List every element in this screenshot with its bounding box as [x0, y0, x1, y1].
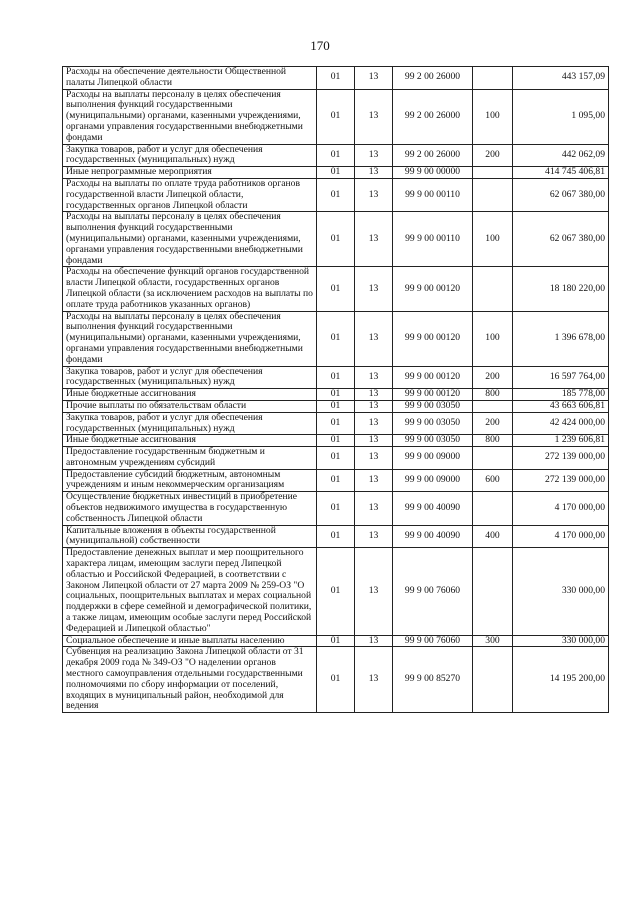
row-target-article: 99 2 00 26000	[393, 89, 473, 144]
row-target-article: 99 9 00 40090	[393, 525, 473, 548]
row-name: Предоставление государственным бюджетным и автономным учреждениям субсидий	[63, 447, 317, 470]
row-expense-type	[473, 492, 513, 525]
row-target-article: 99 9 00 76060	[393, 548, 473, 635]
row-amount: 272 139 000,00	[513, 469, 609, 492]
row-expense-type: 100	[473, 89, 513, 144]
row-target-article: 99 9 00 03050	[393, 435, 473, 447]
row-target-article: 99 9 00 09000	[393, 447, 473, 470]
row-amount: 14 195 200,00	[513, 647, 609, 713]
table-row	[63, 144, 609, 167]
row-section: 01	[317, 469, 355, 492]
row-expense-type: 200	[473, 144, 513, 167]
row-amount: 43 663 606,81	[513, 400, 609, 412]
budget-table	[62, 66, 609, 713]
row-target-article: 99 9 00 00110	[393, 178, 473, 211]
row-expense-type	[473, 67, 513, 90]
row-subsection: 13	[355, 548, 393, 635]
row-amount: 18 180 220,00	[513, 267, 609, 311]
row-amount: 272 139 000,00	[513, 447, 609, 470]
table-row	[63, 400, 609, 412]
row-amount: 443 157,09	[513, 67, 609, 90]
row-section: 01	[317, 400, 355, 412]
row-expense-type: 800	[473, 389, 513, 401]
row-target-article: 99 9 00 40090	[393, 492, 473, 525]
row-amount: 442 062,09	[513, 144, 609, 167]
row-expense-type: 600	[473, 469, 513, 492]
table-row	[63, 366, 609, 389]
table-row	[63, 412, 609, 435]
row-name: Иные бюджетные ассигнования	[63, 435, 317, 447]
table-row	[63, 635, 609, 647]
row-subsection: 13	[355, 469, 393, 492]
row-section: 01	[317, 435, 355, 447]
row-name: Расходы на выплаты персоналу в целях обеспечения выполнения функций государственными (муниципальными) органами, казенными учреждениями, органами управления государственными внебюджетными фондами	[63, 89, 317, 144]
row-expense-type: 100	[473, 311, 513, 366]
row-expense-type	[473, 167, 513, 179]
row-section: 01	[317, 389, 355, 401]
row-section: 01	[317, 647, 355, 713]
row-amount: 1 396 678,00	[513, 311, 609, 366]
row-name: Расходы на выплаты персоналу в целях обеспечения выполнения функций государственными (муниципальными) органами, казенными учреждениями, органами управления государственными внебюджетными фондами	[63, 311, 317, 366]
table-row	[63, 469, 609, 492]
table-row	[63, 548, 609, 635]
row-expense-type: 300	[473, 635, 513, 647]
table-row	[63, 167, 609, 179]
row-amount: 1 239 606,81	[513, 435, 609, 447]
row-name: Расходы на выплаты по оплате труда работников органов государственной власти Липецкой области, государственных органов Липецкой области	[63, 178, 317, 211]
page-number: 170	[310, 38, 330, 53]
row-section: 01	[317, 311, 355, 366]
row-target-article: 99 9 00 85270	[393, 647, 473, 713]
row-section: 01	[317, 89, 355, 144]
row-target-article: 99 2 00 26000	[393, 144, 473, 167]
table-row	[63, 89, 609, 144]
row-section: 01	[317, 178, 355, 211]
row-subsection: 13	[355, 311, 393, 366]
row-name: Осуществление бюджетных инвестиций в приобретение объектов недвижимого имущества в государственную собственность Липецкой области	[63, 492, 317, 525]
table-row	[63, 435, 609, 447]
row-subsection: 13	[355, 412, 393, 435]
row-subsection: 13	[355, 267, 393, 311]
row-name: Расходы на выплаты персоналу в целях обеспечения выполнения функций государственными (муниципальными) органами, казенными учреждениями, органами управления государственными внебюджетными фондами	[63, 212, 317, 267]
row-amount: 1 095,00	[513, 89, 609, 144]
table-row	[63, 212, 609, 267]
row-amount: 16 597 764,00	[513, 366, 609, 389]
row-target-article: 99 9 00 00110	[393, 212, 473, 267]
row-target-article: 99 9 00 03050	[393, 412, 473, 435]
row-expense-type: 400	[473, 525, 513, 548]
table-row	[63, 178, 609, 211]
table-row	[63, 389, 609, 401]
budget-table-body	[63, 67, 609, 713]
row-name: Капитальные вложения в объекты государственной (муниципальной) собственности	[63, 525, 317, 548]
row-expense-type	[473, 400, 513, 412]
row-section: 01	[317, 267, 355, 311]
row-subsection: 13	[355, 400, 393, 412]
row-target-article: 99 9 00 00120	[393, 366, 473, 389]
row-subsection: 13	[355, 447, 393, 470]
table-row	[63, 492, 609, 525]
row-subsection: 13	[355, 89, 393, 144]
row-name: Закупка товаров, работ и услуг для обеспечения государственных (муниципальных) нужд	[63, 144, 317, 167]
table-row	[63, 267, 609, 311]
row-name: Социальное обеспечение и иные выплаты населению	[63, 635, 317, 647]
row-name: Предоставление денежных выплат и мер поощрительного характера лицам, имеющим заслуги перед Липецкой областью и Российской Федерацией, в соответствии с Законом Липецкой области от 27 марта 2009 № 259-ОЗ "О социальных, поощрительных выплатах и мерах социальной поддержки в сфере семейной и демографической политики, а также лицам, имеющим особые заслуги перед Российской Федерацией и Липецкой областью"	[63, 548, 317, 635]
row-amount: 42 424 000,00	[513, 412, 609, 435]
row-subsection: 13	[355, 178, 393, 211]
row-section: 01	[317, 525, 355, 548]
row-section: 01	[317, 447, 355, 470]
row-subsection: 13	[355, 67, 393, 90]
row-name: Закупка товаров, работ и услуг для обеспечения государственных (муниципальных) нужд	[63, 412, 317, 435]
row-target-article: 99 9 00 00000	[393, 167, 473, 179]
table-row	[63, 447, 609, 470]
row-subsection: 13	[355, 525, 393, 548]
row-section: 01	[317, 67, 355, 90]
row-expense-type: 100	[473, 212, 513, 267]
row-section: 01	[317, 548, 355, 635]
row-expense-type	[473, 267, 513, 311]
row-expense-type	[473, 447, 513, 470]
row-amount: 330 000,00	[513, 635, 609, 647]
row-section: 01	[317, 635, 355, 647]
row-subsection: 13	[355, 647, 393, 713]
table-row	[63, 311, 609, 366]
row-target-article: 99 9 00 00120	[393, 389, 473, 401]
row-amount: 4 170 000,00	[513, 492, 609, 525]
row-subsection: 13	[355, 435, 393, 447]
row-section: 01	[317, 412, 355, 435]
row-target-article: 99 2 00 26000	[393, 67, 473, 90]
row-amount: 185 778,00	[513, 389, 609, 401]
row-target-article: 99 9 00 09000	[393, 469, 473, 492]
row-section: 01	[317, 167, 355, 179]
row-name: Иные непрограммные мероприятия	[63, 167, 317, 179]
row-name: Закупка товаров, работ и услуг для обеспечения государственных (муниципальных) нужд	[63, 366, 317, 389]
row-amount: 62 067 380,00	[513, 212, 609, 267]
table-row	[63, 525, 609, 548]
table-row	[63, 647, 609, 713]
row-section: 01	[317, 492, 355, 525]
row-name: Субвенция на реализацию Закона Липецкой области от 31 декабря 2009 года № 349-ОЗ "О наделении органов местного самоуправления отдельными государственными полномочиями по сбору информации от поселений, входящих в муниципальный район, необходимой для ведения	[63, 647, 317, 713]
row-name: Расходы на обеспечение деятельности Общественной палаты Липецкой области	[63, 67, 317, 90]
row-target-article: 99 9 00 00120	[393, 311, 473, 366]
row-expense-type	[473, 548, 513, 635]
row-expense-type: 800	[473, 435, 513, 447]
row-expense-type: 200	[473, 366, 513, 389]
row-name: Расходы на обеспечение функций органов государственной власти Липецкой области, государственных органов Липецкой области (за исключением расходов на выплаты по оплате труда работников указанных органов)	[63, 267, 317, 311]
row-name: Иные бюджетные ассигнования	[63, 389, 317, 401]
row-amount: 4 170 000,00	[513, 525, 609, 548]
row-name: Прочие выплаты по обязательствам области	[63, 400, 317, 412]
row-subsection: 13	[355, 492, 393, 525]
row-section: 01	[317, 212, 355, 267]
row-amount: 414 745 406,81	[513, 167, 609, 179]
row-expense-type	[473, 178, 513, 211]
row-amount: 330 000,00	[513, 548, 609, 635]
row-target-article: 99 9 00 03050	[393, 400, 473, 412]
row-name: Предоставление субсидий бюджетным, автономным учреждениям и иным некоммерческим организациям	[63, 469, 317, 492]
row-subsection: 13	[355, 167, 393, 179]
row-section: 01	[317, 366, 355, 389]
row-target-article: 99 9 00 00120	[393, 267, 473, 311]
row-target-article: 99 9 00 76060	[393, 635, 473, 647]
row-subsection: 13	[355, 635, 393, 647]
row-subsection: 13	[355, 212, 393, 267]
row-subsection: 13	[355, 389, 393, 401]
row-subsection: 13	[355, 144, 393, 167]
row-expense-type: 200	[473, 412, 513, 435]
table-row	[63, 67, 609, 90]
row-subsection: 13	[355, 366, 393, 389]
row-amount: 62 067 380,00	[513, 178, 609, 211]
row-expense-type	[473, 647, 513, 713]
row-section: 01	[317, 144, 355, 167]
